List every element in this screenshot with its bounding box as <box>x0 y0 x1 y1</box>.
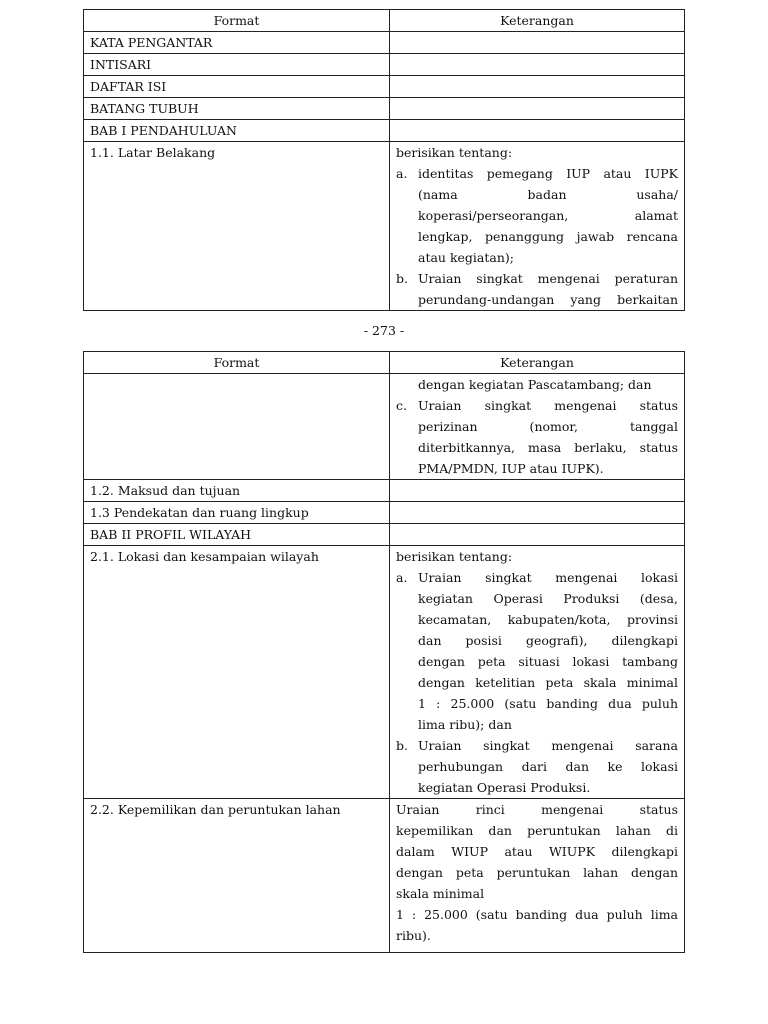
text-line: lima ribu); dan <box>418 717 512 732</box>
table-row <box>84 120 685 142</box>
format-cell: BAB I PENDAHULUAN <box>84 120 390 142</box>
text-line: (nama badan usaha/ <box>418 187 678 202</box>
format-cell: INTISARI <box>84 54 390 76</box>
table-row-latar-belakang <box>84 142 685 311</box>
header-keterangan: Keterangan <box>390 10 685 32</box>
text-line: Uraian singkat mengenai peraturan <box>418 271 678 286</box>
table-header-row <box>84 10 685 32</box>
table-row <box>84 32 685 54</box>
list-marker: b. <box>396 738 408 753</box>
table-row <box>84 480 685 502</box>
format-cell: BAB II PROFIL WILAYAH <box>84 524 390 546</box>
continuation-line: dengan kegiatan Pascatambang; dan <box>418 377 652 392</box>
list-marker: b. <box>396 271 408 286</box>
format-cell: 1.2. Maksud dan tujuan <box>84 480 390 502</box>
text-line: skala minimal <box>396 886 485 901</box>
list-text <box>418 735 678 798</box>
text-line: dalam WIUP atau WIUPK dilengkapi <box>396 844 678 859</box>
text-line: perhubungan dari dan ke lokasi <box>418 759 678 774</box>
header-keterangan: Keterangan <box>390 352 685 374</box>
format-cell <box>84 374 390 480</box>
list-marker: a. <box>396 166 408 181</box>
intro-text: berisikan tentang: <box>396 549 513 564</box>
text-line: kepemilikan dan peruntukan lahan di <box>396 823 678 838</box>
text-line: perizinan (nomor, tanggal <box>418 419 678 434</box>
keterangan-cell <box>390 98 685 120</box>
format-cell: DAFTAR ISI <box>84 76 390 98</box>
format-cell: KATA PENGANTAR <box>84 32 390 54</box>
text-line: lengkap, penanggung jawab rencana <box>418 229 678 244</box>
text-line: atau kegiatan); <box>418 250 514 265</box>
table-row <box>84 502 685 524</box>
keterangan-cell <box>390 799 685 953</box>
text-line: dengan peta situasi lokasi tambang <box>418 654 678 669</box>
list-text <box>418 395 678 479</box>
format-cell: BATANG TUBUH <box>84 98 390 120</box>
table-row <box>84 76 685 98</box>
text-line: kecamatan, kabupaten/kota, provinsi <box>418 612 678 627</box>
list-item-c <box>396 395 678 479</box>
text-line: Uraian rinci mengenai status <box>396 802 678 817</box>
keterangan-cell <box>390 502 685 524</box>
text-line: ribu). <box>396 928 431 943</box>
page-number: - 273 - <box>363 323 405 338</box>
table-row <box>84 524 685 546</box>
text-line: dan posisi geografi), dilengkapi <box>418 633 678 648</box>
text-line: 1 : 25.000 (satu banding dua puluh lima <box>396 907 678 922</box>
text-line: PMA/PMDN, IUP atau IUPK). <box>418 461 604 476</box>
table-row <box>84 98 685 120</box>
text-line: Uraian singkat mengenai status <box>418 398 678 413</box>
keterangan-cell <box>390 120 685 142</box>
keterangan-cell <box>390 546 685 799</box>
list-item-a <box>396 163 678 268</box>
text-line: diterbitkannya, masa berlaku, status <box>418 440 678 455</box>
text-line: perundang-undangan yang berkaitan <box>418 292 678 307</box>
list-item-a <box>396 567 678 735</box>
header-format: Format <box>84 352 390 374</box>
list-item-b <box>396 268 678 310</box>
list-text <box>418 567 678 735</box>
keterangan-cell <box>390 524 685 546</box>
format-cell: 1.3 Pendekatan dan ruang lingkup <box>84 502 390 524</box>
table-row-kepemilikan <box>84 799 685 953</box>
format-table-top <box>83 9 685 311</box>
text-line: dengan peta peruntukan lahan dengan <box>396 865 678 880</box>
format-cell: 1.1. Latar Belakang <box>84 142 390 311</box>
keterangan-cell <box>390 480 685 502</box>
keterangan-cell <box>390 54 685 76</box>
keterangan-cell <box>390 374 685 480</box>
text-line: dengan ketelitian peta skala minimal <box>418 675 678 690</box>
text-line: kegiatan Operasi Produksi. <box>418 780 591 795</box>
text-line: kegiatan Operasi Produksi (desa, <box>418 591 678 606</box>
table-row-lokasi <box>84 546 685 799</box>
text-line: koperasi/perseorangan, alamat <box>418 208 678 223</box>
text-line: identitas pemegang IUP atau IUPK <box>418 166 678 181</box>
list-marker: c. <box>396 398 407 413</box>
keterangan-cell <box>390 32 685 54</box>
table-row <box>84 54 685 76</box>
format-table-bottom <box>83 351 685 953</box>
format-cell: 2.1. Lokasi dan kesampaian wilayah <box>84 546 390 799</box>
table-header-row <box>84 352 685 374</box>
table-row-continuation <box>84 374 685 480</box>
text-line: Uraian singkat mengenai lokasi <box>418 570 678 585</box>
text-line: Uraian singkat mengenai sarana <box>418 738 678 753</box>
intro-text: berisikan tentang: <box>396 145 513 160</box>
keterangan-cell <box>390 76 685 98</box>
list-text <box>418 163 678 268</box>
list-item-b <box>396 735 678 798</box>
header-format: Format <box>84 10 390 32</box>
list-text <box>418 268 678 310</box>
keterangan-cell <box>390 142 685 311</box>
text-line: 1 : 25.000 (satu banding dua puluh <box>418 696 678 711</box>
list-marker: a. <box>396 570 408 585</box>
format-cell: 2.2. Kepemilikan dan peruntukan lahan <box>84 799 390 953</box>
